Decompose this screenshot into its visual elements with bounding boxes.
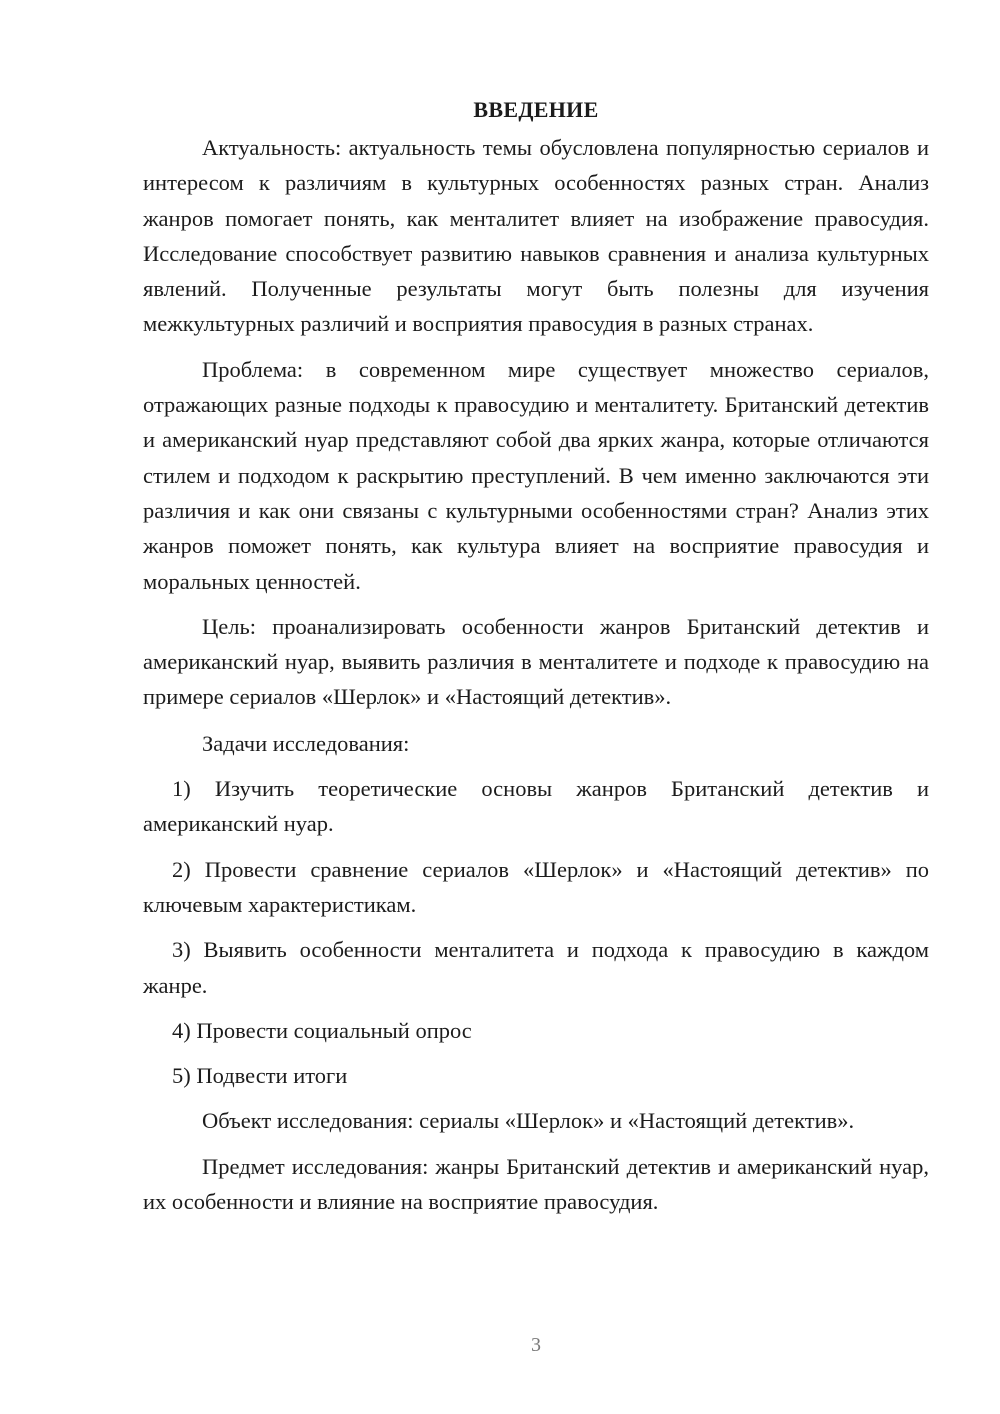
task-item-5: 5) Подвести итоги <box>172 1063 348 1089</box>
task-item-4: 4) Провести социальный опрос <box>172 1017 472 1043</box>
paragraph-goal: Цель: проанализировать особенности жанров Британский детектив и американский нуар, выявить различия в менталитете и подходе к правосудию на примере сериалов «Шерлок» и «Настоящий детектив». <box>143 613 929 710</box>
paragraph-subject: Предмет исследования: жанры Британский детектив и американский нуар, их особенности и влияние на восприятие правосудия. <box>143 1153 929 1215</box>
task-item-1: 1) Изучить теоретические основы жанров Британский детектив и американский нуар. <box>143 776 929 837</box>
document-page <box>143 92 929 1219</box>
page-number: 3 <box>531 1334 541 1356</box>
tasks-heading: Задачи исследования: <box>202 730 410 756</box>
paragraph-problem: Проблема: в современном мире существует множество сериалов, отражающих разные подходы к правосудию и менталитету. Британский детектив и американский нуар представляют собой два ярких жанра, которые отличаются стилем и подходом к раскрытию преступлений. В чем именно заключаются эти различия и как они связаны с культурными особенностями стран? Анализ этих жанров поможет понять, как культура влияет на восприятие правосудия и моральных ценностей. <box>143 356 929 594</box>
section-title: ВВЕДЕНИЕ <box>473 97 599 122</box>
task-item-3: 3) Выявить особенности менталитета и подхода к правосудию в каждом жанре. <box>143 937 929 998</box>
paragraph-relevance: Актуальность: актуальность темы обусловлена популярностью сериалов и интересом к различиям в культурных особенностях разных стран. Анализ жанров помогает понять, как менталитет влияет на изображение правосудия. Исследование способствует развитию навыков сравнения и анализа культурных явлений. Полученные результаты могут быть полезны для изучения межкультурных различий и восприятия правосудия в разных странах. <box>143 135 929 337</box>
paragraph-object: Объект исследования: сериалы «Шерлок» и «Настоящий детектив». <box>202 1108 855 1134</box>
task-item-2: 2) Провести сравнение сериалов «Шерлок» и «Настоящий детектив» по ключевым характеристикам. <box>143 856 929 917</box>
